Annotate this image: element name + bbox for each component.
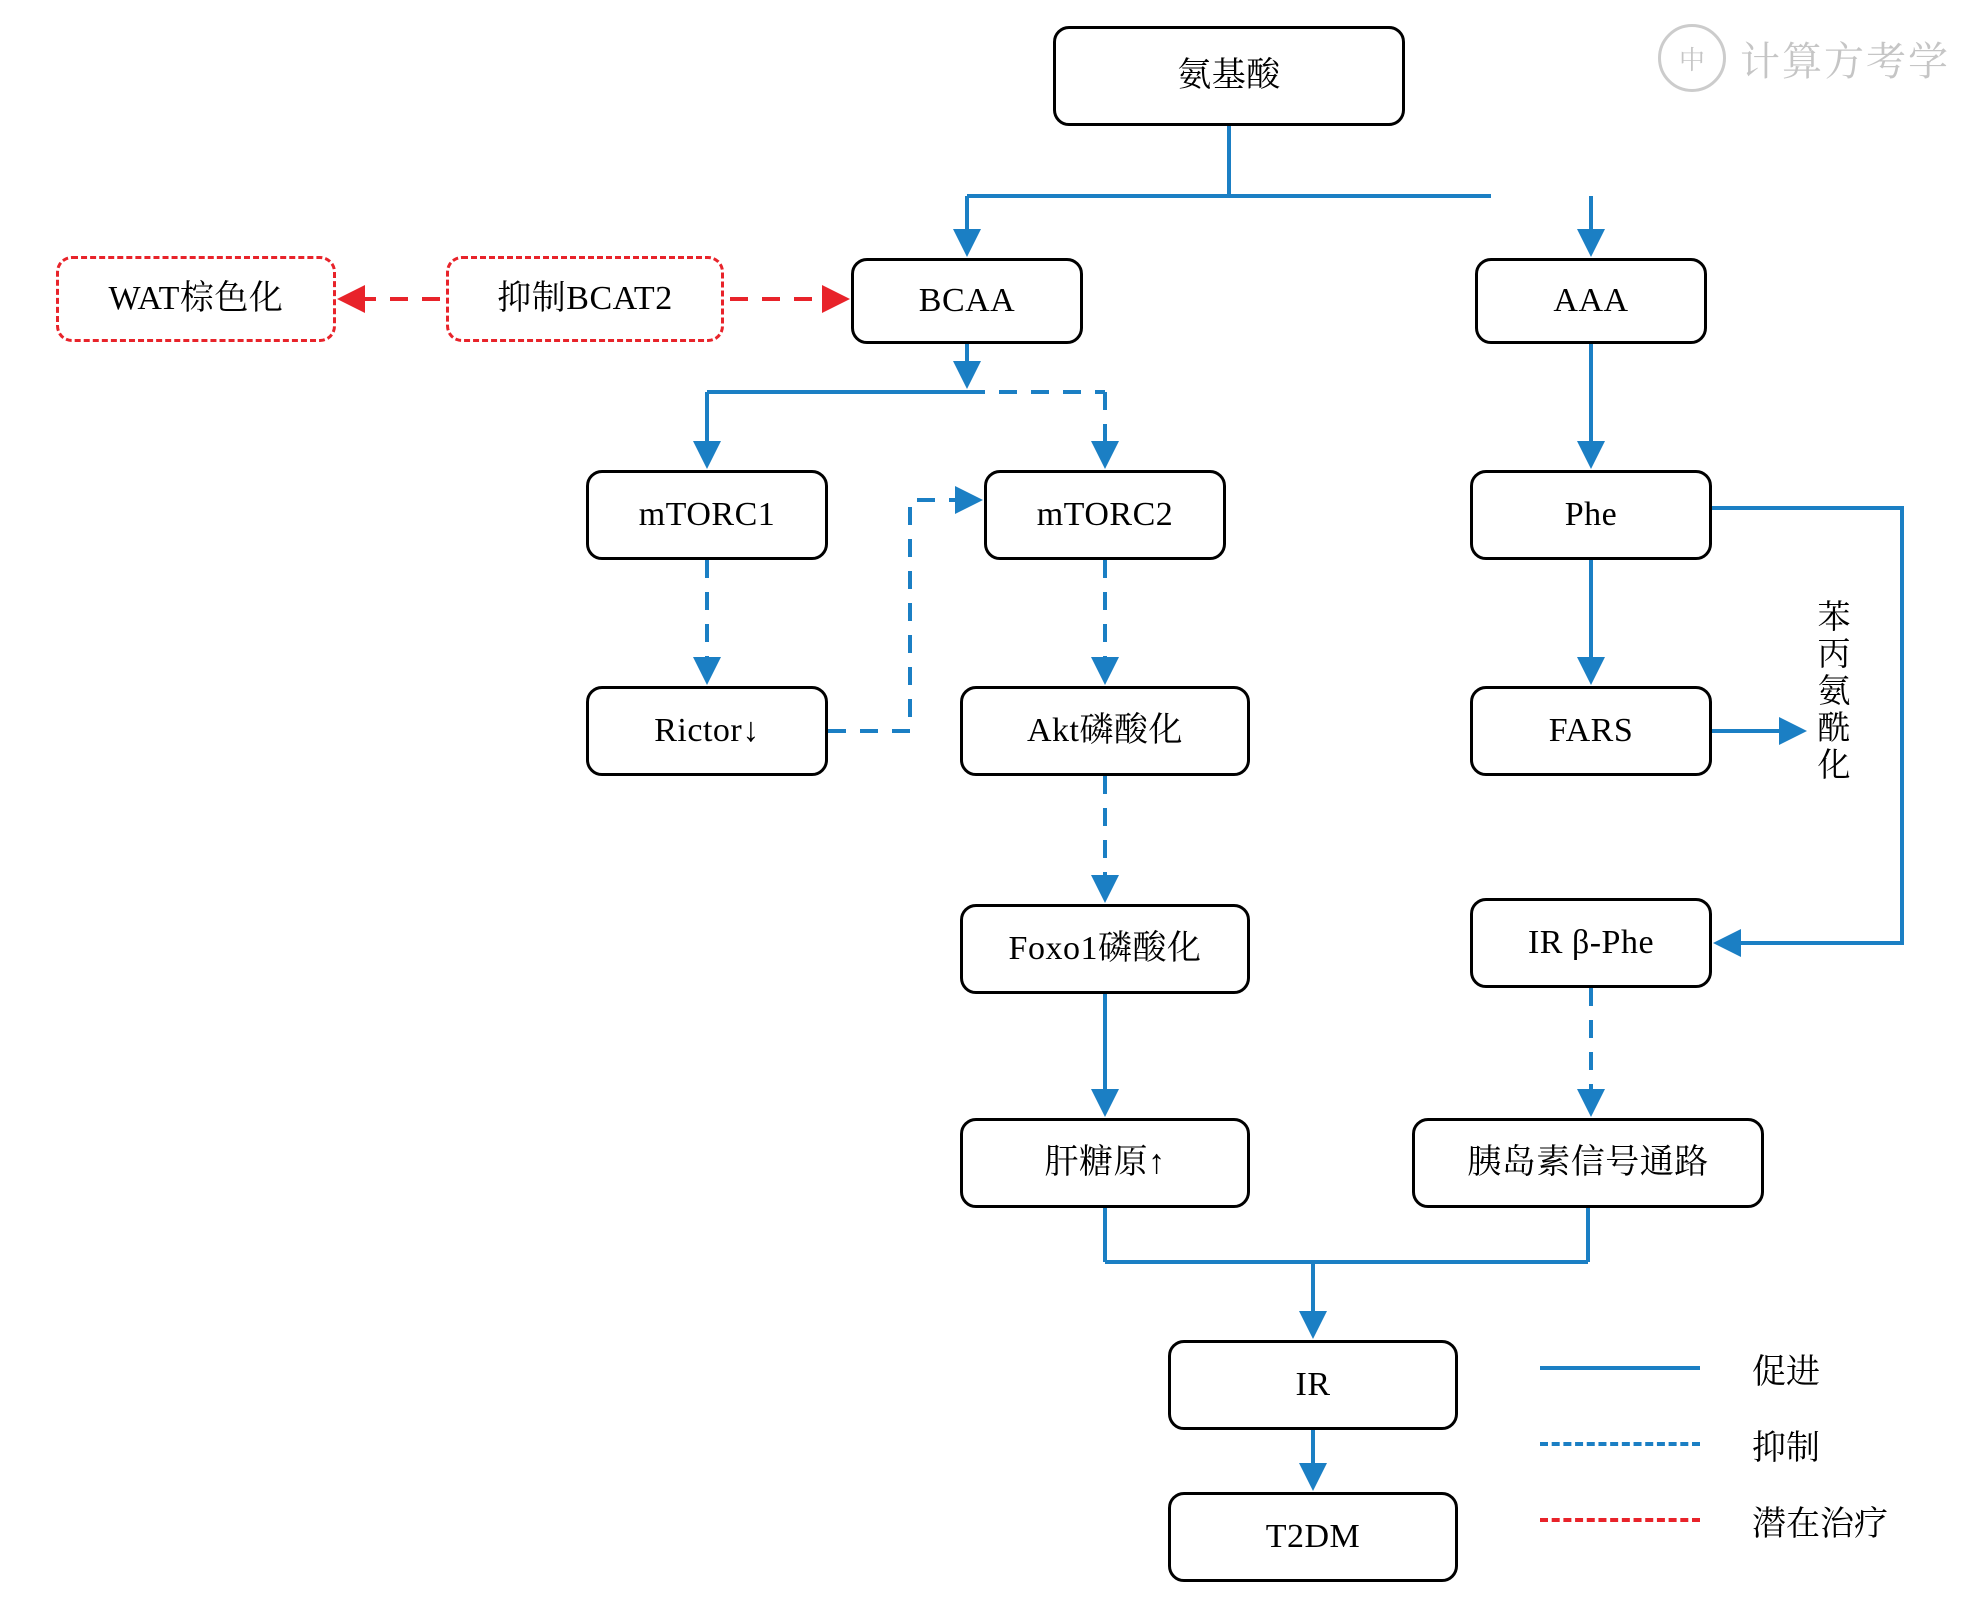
node-label: Rictor↓ [654, 712, 760, 750]
node-insulin-signaling-pathway[interactable] [1412, 1118, 1764, 1208]
watermark-text: 计算方考学 [1740, 38, 1950, 84]
dashed-red-line-icon [1540, 1518, 1700, 1522]
legend [1540, 1330, 1960, 1560]
node-label: Phe [1564, 496, 1618, 534]
node-label: 肝糖原↑ [1044, 1144, 1166, 1182]
node-mtorc2[interactable] [984, 470, 1226, 560]
dashed-blue-line-icon [1540, 1442, 1700, 1446]
node-label: IR [1295, 1366, 1331, 1404]
node-bcaa[interactable] [851, 258, 1083, 344]
node-label: IR β-Phe [1527, 924, 1655, 962]
node-label: 胰岛素信号通路 [1467, 1144, 1709, 1182]
node-amino-acid[interactable] [1053, 26, 1405, 126]
node-phe[interactable] [1470, 470, 1712, 560]
node-label: T2DM [1265, 1518, 1361, 1556]
edge-label-phenylalanylation: 苯丙氨酰化 [1817, 600, 1851, 784]
legend-label: 潜在治疗 [1752, 1505, 1888, 1543]
node-label: AAA [1553, 282, 1629, 320]
node-wat-browning[interactable] [56, 256, 336, 342]
node-label: Akt磷酸化 [1027, 712, 1183, 750]
node-mtorc1[interactable] [586, 470, 828, 560]
legend-label: 促进 [1752, 1353, 1820, 1391]
node-label: BCAA [918, 282, 1016, 320]
node-fars[interactable] [1470, 686, 1712, 776]
legend-label: 抑制 [1752, 1429, 1820, 1467]
node-foxo1-phosphorylation[interactable] [960, 904, 1250, 994]
node-rictor[interactable] [586, 686, 828, 776]
node-label: WAT棕色化 [108, 280, 284, 318]
node-label: 氨基酸 [1177, 57, 1281, 95]
seal-icon: 中 [1658, 24, 1726, 92]
node-ir-beta-phe[interactable] [1470, 898, 1712, 988]
legend-item-potential-therapy [1540, 1482, 1960, 1558]
legend-item-promote [1540, 1330, 1960, 1406]
solid-blue-line-icon [1540, 1366, 1700, 1370]
node-akt-phosphorylation[interactable] [960, 686, 1250, 776]
node-label: Foxo1磷酸化 [1008, 930, 1202, 968]
node-label: mTORC1 [638, 496, 776, 534]
legend-item-inhibit [1540, 1406, 1960, 1482]
node-ir[interactable] [1168, 1340, 1458, 1430]
node-t2dm[interactable] [1168, 1492, 1458, 1582]
watermark [1658, 24, 1950, 92]
node-inhibit-bcat2[interactable] [446, 256, 724, 342]
node-label: mTORC2 [1036, 496, 1174, 534]
node-label: FARS [1548, 712, 1634, 750]
node-hepatic-glycogen[interactable] [960, 1118, 1250, 1208]
node-label: 抑制BCAT2 [497, 280, 673, 318]
node-aaa[interactable] [1475, 258, 1707, 344]
